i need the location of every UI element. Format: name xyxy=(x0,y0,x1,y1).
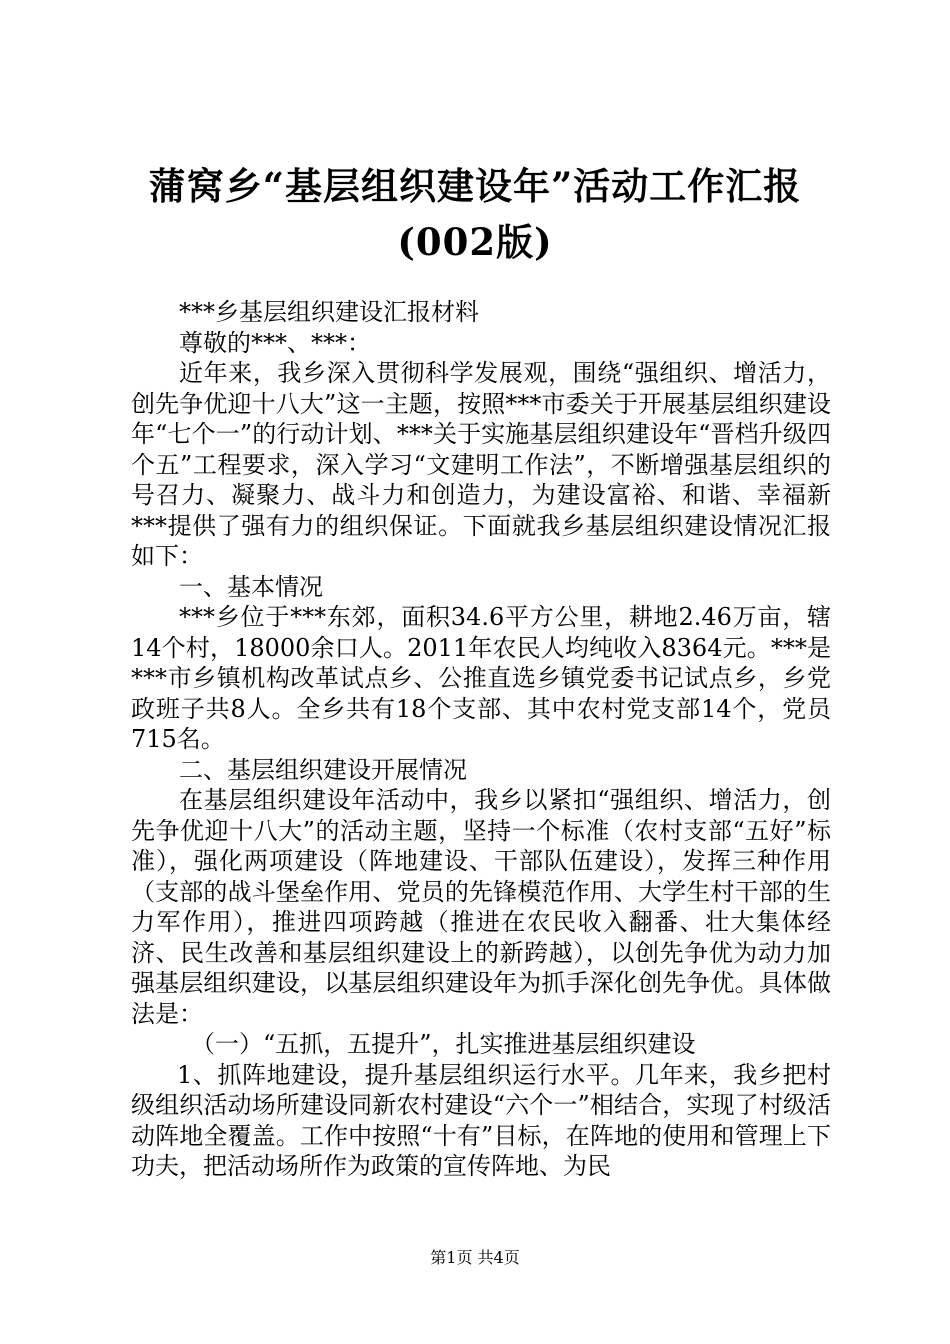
paragraph-salutation: 尊敬的***、***： xyxy=(179,328,371,357)
section-heading-progress: 二、基层组织建设开展情况 xyxy=(179,755,467,784)
paragraph-item-1: 1、抓阵地建设，提升基层组织运行水平。几年来，我乡把村级组织活动场所建设同新农村建设“六个一”相结合，实现了村级活动阵地全覆盖。工作中按照“十有”目标，在阵地的使用和管理上下功夫，把活动场所作为政策的宣传阵地、为民 xyxy=(131,1060,831,1180)
paragraph-basic: ***乡位于***东郊，面积34.6平方公里，耕地2.46万亩，辖14个村，18000余口人。2011年农民人均纯收入8364元。***是***市乡镇机构改革试点乡、公推直选乡镇党委书记试点乡，乡党政班子共8人。全乡共有18个支部、其中农村党支部14个，党员715名。 xyxy=(131,603,831,753)
document-body xyxy=(131,297,831,1182)
paragraph-subject: ***乡基层组织建设汇报材料 xyxy=(179,298,479,326)
paragraph-intro: 近年来，我乡深入贯彻科学发展观，围绕“强组织、增活力，创先争优迎十八大”这一主题，按照***市委关于开展基层组织建设年“七个一”的行动计划、***关于实施基层组织建设年“晋档升级四个五”工程要求，深入学习“文建明工作法”，不断增强基层组织的号召力、凝聚力、战斗力和创造力，为建设富裕、和谐、幸福新***提供了强有力的组织保证。下面就我乡基层组织建设情况汇报如下： xyxy=(131,359,831,570)
page-footer: 第1页 共4页 xyxy=(430,1248,520,1267)
section-heading-basic: 一、基本情况 xyxy=(179,572,323,601)
document-title: 蒲窝乡“基层组织建设年”活动工作汇报(002版) xyxy=(148,164,802,264)
subsection-heading: （一）“五抓，五提升”，扎实推进基层组织建设 xyxy=(191,1030,696,1058)
paragraph-progress: 在基层组织建设年活动中，我乡以紧扣“强组织、增活力，创先争优迎十八大”的活动主题，坚持一个标准（农村支部“五好”标准），强化两项建设（阵地建设、干部队伍建设），发挥三种作用（支部的战斗堡垒作用、党员的先锋模范作用、大学生村干部的生力军作用），推进四项跨越（推进在农民收入翻番、壮大集体经济、民生改善和基层组织建设上的新跨越），以创先争优为动力加强基层组织建设，以基层组织建设年为抓手深化创先争优。具体做法是： xyxy=(131,786,831,1028)
